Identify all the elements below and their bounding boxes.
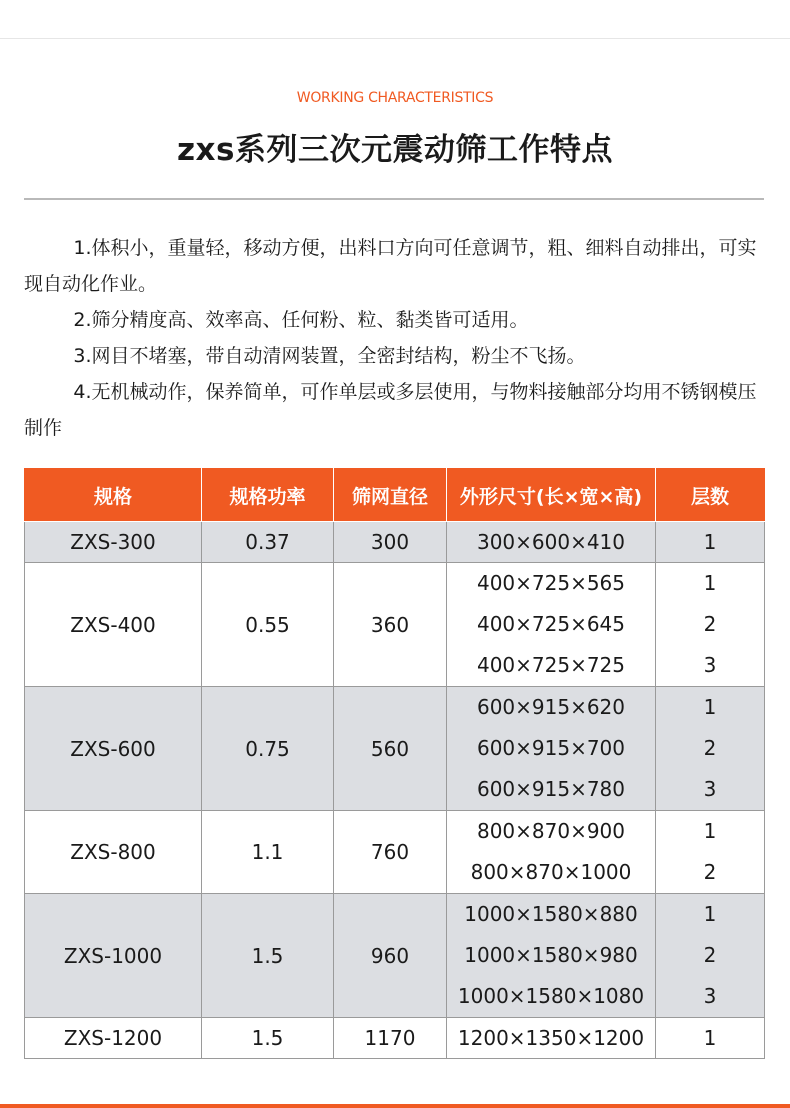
cell-diameter: 760 bbox=[334, 811, 447, 894]
cell-model: ZXS-1000 bbox=[25, 894, 202, 1018]
cell-model: ZXS-1200 bbox=[25, 1018, 202, 1059]
dimension-line: 300×600×410 bbox=[476, 530, 626, 554]
dimension-line: 1000×1580×1080 bbox=[457, 984, 645, 1008]
title-divider bbox=[24, 198, 764, 200]
dimension-line: 600×915×700 bbox=[476, 736, 626, 760]
cell-layers bbox=[656, 522, 765, 563]
cell-power: 0.37 bbox=[202, 522, 334, 563]
page-title: zxs系列三次元震动筛工作特点 bbox=[177, 132, 613, 168]
cell-dimensions bbox=[447, 687, 656, 811]
dimension-line: 600×915×620 bbox=[476, 695, 626, 719]
cell-dimensions bbox=[447, 894, 656, 1018]
bottom-accent-bar bbox=[0, 1104, 790, 1108]
features-list bbox=[24, 230, 764, 446]
cell-diameter: 960 bbox=[334, 894, 447, 1018]
dimension-line: 400×725×565 bbox=[476, 571, 626, 595]
layer-line: 3 bbox=[703, 653, 717, 677]
cell-power: 1.5 bbox=[202, 894, 334, 1018]
header-dimensions: 外形尺寸(长×宽×高) bbox=[447, 469, 656, 522]
cell-power: 0.75 bbox=[202, 687, 334, 811]
cell-power: 1.5 bbox=[202, 1018, 334, 1059]
layer-line: 2 bbox=[703, 943, 717, 967]
top-rule bbox=[0, 38, 790, 39]
header-layers: 层数 bbox=[656, 469, 765, 522]
layer-line: 1 bbox=[703, 1026, 717, 1050]
cell-dimensions bbox=[447, 1018, 656, 1059]
table-row bbox=[25, 894, 765, 1018]
cell-model: ZXS-600 bbox=[25, 687, 202, 811]
cell-layers bbox=[656, 811, 765, 894]
dimension-line: 600×915×780 bbox=[476, 777, 626, 801]
table-row bbox=[25, 1018, 765, 1059]
cell-dimensions bbox=[447, 811, 656, 894]
cell-diameter: 1170 bbox=[334, 1018, 447, 1059]
dimension-line: 1000×1580×880 bbox=[464, 902, 638, 926]
feature-item: 2.筛分精度高、效率高、任何粉、粒、黏类皆可适用。 bbox=[73, 309, 529, 331]
layer-line: 1 bbox=[703, 902, 717, 926]
layer-line: 1 bbox=[703, 571, 717, 595]
table-row bbox=[25, 687, 765, 811]
dimension-line: 400×725×645 bbox=[476, 612, 626, 636]
cell-model: ZXS-400 bbox=[25, 563, 202, 687]
cell-model: ZXS-800 bbox=[25, 811, 202, 894]
layer-line: 3 bbox=[703, 777, 717, 801]
cell-layers bbox=[656, 894, 765, 1018]
dimension-line: 1200×1350×1200 bbox=[457, 1026, 645, 1050]
dimension-line: 400×725×725 bbox=[476, 653, 626, 677]
cell-dimensions bbox=[447, 563, 656, 687]
layer-line: 2 bbox=[703, 736, 717, 760]
spec-table bbox=[24, 468, 765, 1059]
cell-model: ZXS-300 bbox=[25, 522, 202, 563]
cell-diameter: 360 bbox=[334, 563, 447, 687]
dimension-line: 800×870×900 bbox=[476, 819, 626, 843]
layer-line: 1 bbox=[703, 695, 717, 719]
layer-line: 2 bbox=[703, 612, 717, 636]
header-model: 规格 bbox=[25, 469, 202, 522]
feature-item: 4.无机械动作，保养简单，可作单层或多层使用，与物料接触部分均用不锈钢模压制作 bbox=[24, 381, 757, 439]
layer-line: 1 bbox=[703, 530, 717, 554]
cell-diameter: 560 bbox=[334, 687, 447, 811]
cell-layers bbox=[656, 687, 765, 811]
header-diameter: 筛网直径 bbox=[334, 469, 447, 522]
dimension-line: 1000×1580×980 bbox=[464, 943, 638, 967]
cell-diameter: 300 bbox=[334, 522, 447, 563]
feature-item: 1.体积小，重量轻，移动方便，出料口方向可任意调节，粗、细料自动排出，可实现自动化作业。 bbox=[24, 237, 757, 295]
table-row bbox=[25, 563, 765, 687]
cell-dimensions bbox=[447, 522, 656, 563]
cell-power: 1.1 bbox=[202, 811, 334, 894]
feature-item: 3.网目不堵塞，带自动清网装置，全密封结构，粉尘不飞扬。 bbox=[73, 345, 586, 367]
section-subtitle: WORKING CHARACTERISTICS bbox=[296, 90, 494, 106]
cell-power: 0.55 bbox=[202, 563, 334, 687]
layer-line: 1 bbox=[703, 819, 717, 843]
layer-line: 3 bbox=[703, 984, 717, 1008]
table-row bbox=[25, 522, 765, 563]
cell-layers bbox=[656, 563, 765, 687]
header-power: 规格功率 bbox=[202, 469, 334, 522]
table-row bbox=[25, 811, 765, 894]
cell-layers bbox=[656, 1018, 765, 1059]
layer-line: 2 bbox=[703, 860, 717, 884]
dimension-line: 800×870×1000 bbox=[470, 860, 632, 884]
table-header-row bbox=[25, 469, 765, 522]
